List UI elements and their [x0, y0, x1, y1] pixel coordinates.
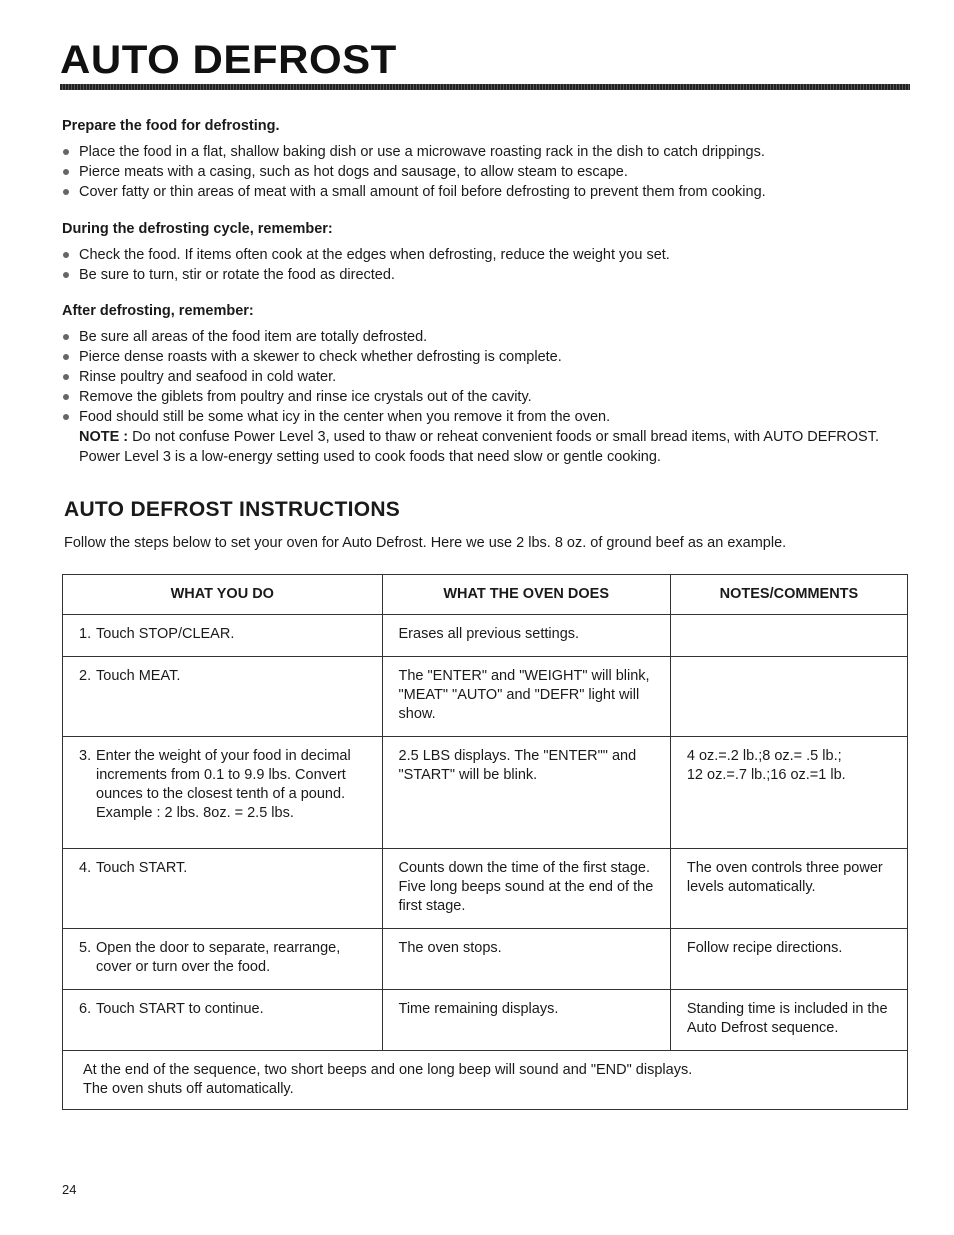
cell-does: The oven stops. [382, 929, 670, 990]
cell-notes: Follow recipe directions. [670, 929, 907, 990]
column-header: WHAT YOU DO [63, 575, 383, 615]
note-label: NOTE : [79, 429, 129, 445]
during-heading: During the defrosting cycle, remember: [62, 221, 333, 237]
list-item-text: Cover fatty or thin areas of meat with a small amount of foil before defrosting to prevent them from cooking. [79, 184, 766, 200]
step-text: Touch MEAT. [96, 668, 181, 684]
instructions-intro: Follow the steps below to set your oven for Auto Defrost. Here we use 2 lbs. 8 oz. of ground beef as an example. [64, 535, 787, 551]
cell-does: Time remaining displays. [382, 990, 670, 1051]
prepare-section [62, 116, 892, 202]
cell-does: Counts down the time of the first stage. Five long beeps sound at the end of the first stage. [382, 849, 670, 929]
cell-do [63, 929, 383, 990]
step-number: 3. [79, 748, 92, 764]
cell-does: 2.5 LBS displays. The "ENTER"" and "START" will be blink. [382, 737, 670, 849]
list-item-text: Pierce dense roasts with a skewer to check whether defrosting is complete. [79, 349, 562, 365]
cell-notes: 4 oz.=.2 lb.;8 oz.= .5 lb.; 12 oz.=.7 lb.;16 oz.=1 lb. [670, 737, 907, 849]
table-footer-row [63, 1051, 908, 1110]
during-section [62, 219, 892, 285]
step-number: 2. [79, 668, 92, 684]
table-header-row [63, 575, 908, 615]
table-row [63, 615, 908, 657]
step-text: Enter the weight of your food in decimal increments from 0.1 to 9.9 lbs. Convert ounces to the closest tenth of a pound. Example : 2 lbs. 8oz. = 2.5 lbs. [96, 748, 351, 821]
list-item [62, 387, 892, 407]
bullet-icon [63, 354, 69, 360]
bullet-icon [63, 334, 69, 340]
cell-notes: The oven controls three power levels automatically. [670, 849, 907, 929]
table-row [63, 737, 908, 849]
prepare-list [62, 142, 892, 202]
list-item-text: Remove the giblets from poultry and rinse ice crystals out of the cavity. [79, 389, 532, 405]
cell-does: Erases all previous settings. [382, 615, 670, 657]
step-number: 1. [79, 626, 92, 642]
prepare-heading: Prepare the food for defrosting. [62, 118, 280, 134]
step-text: Touch START. [96, 860, 188, 876]
bullet-icon [63, 189, 69, 195]
after-list [62, 327, 892, 427]
page-title: AUTO DEFROST [60, 38, 397, 82]
during-list [62, 245, 892, 285]
cell-notes: Standing time is included in the Auto Defrost sequence. [670, 990, 907, 1051]
bullet-icon [63, 394, 69, 400]
note [62, 427, 892, 467]
step-text: Touch START to continue. [96, 1001, 264, 1017]
bullet-icon [63, 169, 69, 175]
step-number: 5. [79, 940, 92, 956]
list-item-text: Be sure to turn, stir or rotate the food as directed. [79, 267, 395, 283]
list-item-text: Rinse poultry and seafood in cold water. [79, 369, 337, 385]
cell-do [63, 849, 383, 929]
step-text: Touch STOP/CLEAR. [96, 626, 235, 642]
note-text: Do not confuse Power Level 3, used to thaw or reheat convenient foods or small bread items, with AUTO DEFROST. Power Level 3 is a low-energy setting used to cook foods that need slow or gentle cooking. [79, 429, 880, 465]
bullet-icon [63, 149, 69, 155]
list-item [62, 245, 892, 265]
instructions-table [62, 574, 908, 1110]
cell-notes [670, 657, 907, 737]
list-item [62, 367, 892, 387]
step-text: Open the door to separate, rearrange, cover or turn over the food. [96, 940, 341, 975]
step-number: 6. [79, 1001, 92, 1017]
list-item [62, 162, 892, 182]
footer-note: At the end of the sequence, two short beeps and one long beep will sound and "END" displays. The oven shuts off automatically. [63, 1051, 908, 1110]
list-item [62, 142, 892, 162]
cell-does: The "ENTER" and "WEIGHT" will blink, "MEAT" "AUTO" and "DEFR" light will show. [382, 657, 670, 737]
bullet-icon [63, 374, 69, 380]
cell-do [63, 615, 383, 657]
title-rule [60, 84, 910, 90]
cell-do [63, 657, 383, 737]
list-item-text: Be sure all areas of the food item are totally defrosted. [79, 329, 428, 345]
list-item-text: Food should still be some what icy in the center when you remove it from the oven. [79, 409, 611, 425]
bullet-icon [63, 272, 69, 278]
column-header: NOTES/COMMENTS [670, 575, 907, 615]
list-item [62, 347, 892, 367]
page-number: 24 [62, 1182, 77, 1197]
after-heading: After defrosting, remember: [62, 303, 254, 319]
list-item-text: Pierce meats with a casing, such as hot dogs and sausage, to allow steam to escape. [79, 164, 628, 180]
bullet-icon [63, 414, 69, 420]
list-item-text: Place the food in a flat, shallow baking dish or use a microwave roasting rack in the dish to catch drippings. [79, 144, 765, 160]
list-item [62, 407, 892, 427]
instructions-heading: AUTO DEFROST INSTRUCTIONS [64, 498, 401, 521]
table-row [63, 657, 908, 737]
step-number: 4. [79, 860, 92, 876]
after-section [62, 301, 892, 467]
column-header: WHAT THE OVEN DOES [382, 575, 670, 615]
table-row [63, 929, 908, 990]
cell-do [63, 737, 383, 849]
list-item [62, 327, 892, 347]
list-item [62, 265, 892, 285]
cell-do [63, 990, 383, 1051]
table-row [63, 990, 908, 1051]
bullet-icon [63, 252, 69, 258]
table-row [63, 849, 908, 929]
list-item-text: Check the food. If items often cook at the edges when defrosting, reduce the weight you set. [79, 247, 670, 263]
cell-notes [670, 615, 907, 657]
list-item [62, 182, 892, 202]
